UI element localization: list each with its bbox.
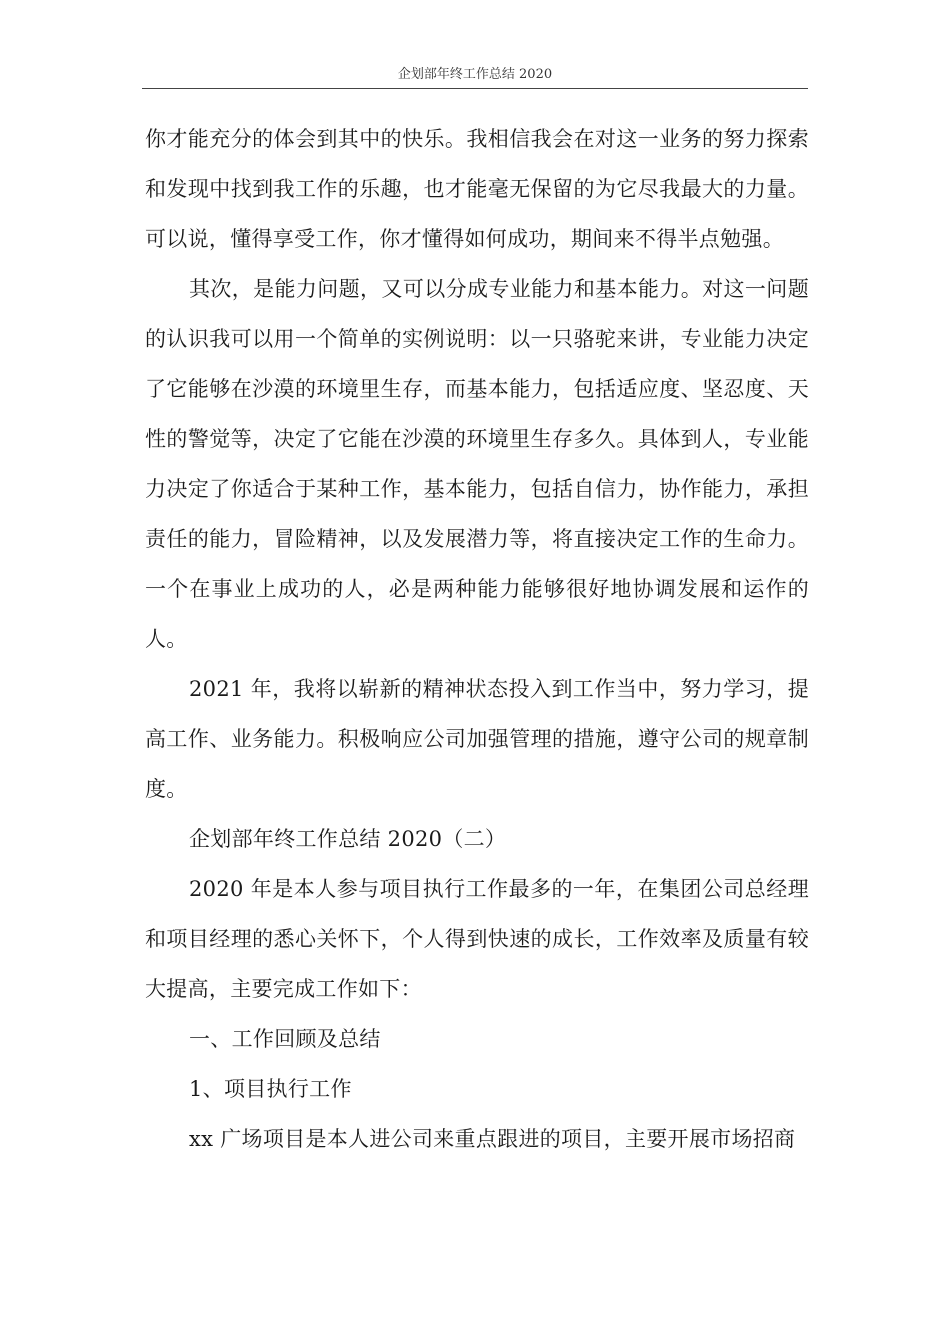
paragraph-continuation: 你才能充分的体会到其中的快乐。我相信我会在对这一业务的努力探索和发现中找到我工作的乐趣，也才能毫无保留的为它尽我最大的力量。可以说，懂得享受工作，你才懂得如何成功，期间来不得半点勉强。 <box>145 127 809 251</box>
paragraph-project-xx: xx 广场项目是本人进公司来重点跟进的项目，主要开展市场招商 <box>189 1127 796 1151</box>
paragraph-intro-2020: 2020 年是本人参与项目执行工作最多的一年，在集团公司总经理和项目经理的悉心关怀下，个人得到快速的成长，工作效率及质量有较大提高，主要完成工作如下： <box>145 877 809 1001</box>
section-title-part-two: 企划部年终工作总结 2020（二） <box>189 827 507 851</box>
header-divider <box>142 88 808 89</box>
paragraph-plan-2021: 2021 年，我将以崭新的精神状态投入到工作当中，努力学习，提高工作、业务能力。积极响应公司加强管理的措施，遵守公司的规章制度。 <box>145 677 809 801</box>
document-body <box>145 114 809 1164</box>
paragraph-ability: 其次，是能力问题，又可以分成专业能力和基本能力。对这一问题的认识我可以用一个简单的实例说明：以一只骆驼来讲，专业能力决定了它能够在沙漠的环境里生存，而基本能力，包括适应度、坚忍度、天性的警觉等，决定了它能在沙漠的环境里生存多久。具体到人，专业能力决定了你适合于某种工作，基本能力，包括自信力，协作能力，承担责任的能力，冒险精神，以及发展潜力等，将直接决定工作的生命力。一个在事业上成功的人，必是两种能力能够很好地协调发展和运作的人。 <box>145 277 809 651</box>
running-header: 企划部年终工作总结 2020 <box>397 67 553 82</box>
heading-work-review: 一、工作回顾及总结 <box>189 1027 381 1051</box>
heading-project-execution: 1、项目执行工作 <box>189 1077 352 1101</box>
